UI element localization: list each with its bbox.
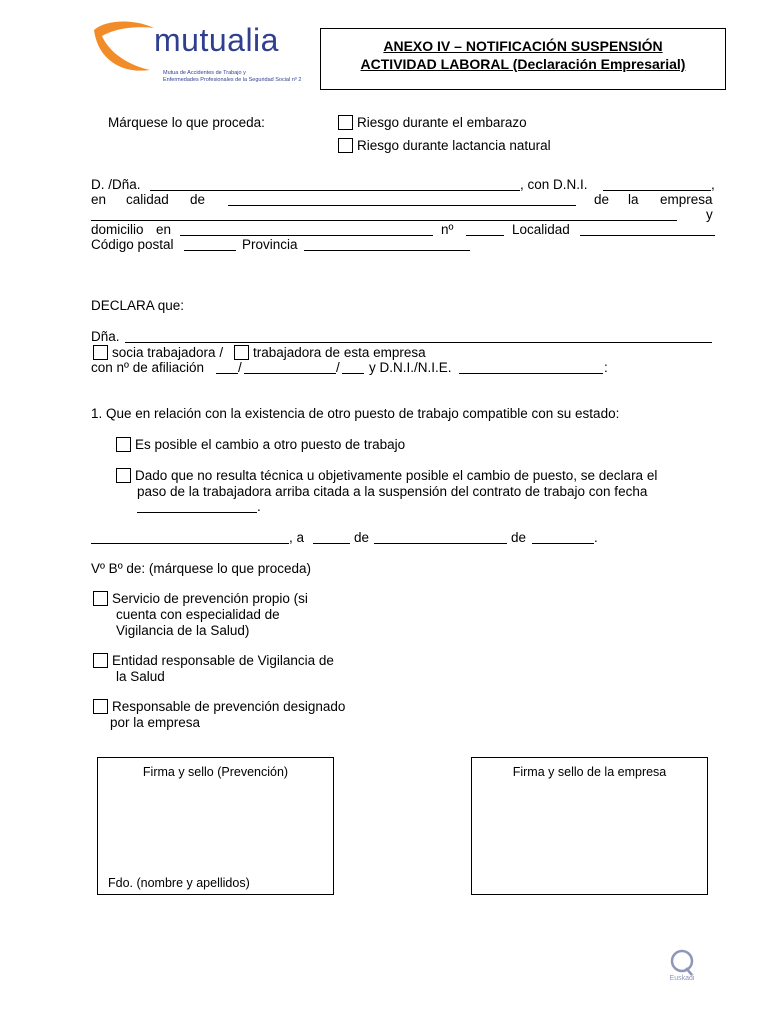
vobo-heading: Vº Bº de: (márquese lo que proceda) bbox=[91, 561, 311, 576]
declara-heading: DECLARA que: bbox=[91, 298, 185, 313]
label-localidad: Localidad bbox=[512, 222, 570, 237]
label-codigo-postal: Código postal bbox=[91, 237, 174, 252]
checkbox-responsable-designado[interactable] bbox=[93, 699, 108, 714]
checkbox-embarazo[interactable] bbox=[338, 115, 353, 130]
field-name[interactable] bbox=[150, 190, 520, 191]
select-label: Márquese lo que proceda: bbox=[108, 115, 265, 130]
label-de-month: de bbox=[354, 530, 370, 545]
label-provincia: Provincia bbox=[242, 237, 298, 252]
label-dni-nie: y D.N.I./N.I.E. bbox=[369, 360, 452, 375]
option-responsable-designado-1: Responsable de prevención designado bbox=[112, 699, 346, 714]
label-empresa: empresa bbox=[660, 192, 713, 207]
signature-box-empresa[interactable] bbox=[471, 757, 708, 895]
field-dni-nie[interactable] bbox=[459, 373, 603, 374]
label-dna-2: Dña. bbox=[91, 329, 120, 344]
label-calidad: calidad bbox=[126, 192, 169, 207]
option-suspension-line-2: paso de la trabajadora arriba citada a la suspensión del contrato de trabajo con fecha bbox=[137, 484, 648, 499]
label-trabajadora: trabajadora de esta empresa bbox=[253, 345, 426, 360]
checkbox-cambio-posible[interactable] bbox=[116, 437, 131, 452]
field-year[interactable] bbox=[532, 543, 594, 544]
label-de-2: de bbox=[594, 192, 610, 207]
label-de: de bbox=[190, 192, 206, 207]
option-suspension-line-1: Dado que no resulta técnica u objetivamente posible el cambio de puesto, se declara el bbox=[135, 468, 658, 483]
label-y: y bbox=[706, 207, 713, 222]
label-socia: socia trabajadora / bbox=[112, 345, 224, 360]
signature-box-prevencion[interactable] bbox=[97, 757, 334, 895]
field-empresa[interactable] bbox=[91, 220, 677, 221]
field-day[interactable] bbox=[313, 543, 350, 544]
checkbox-entidad-responsable[interactable] bbox=[93, 653, 108, 668]
checkbox-lactancia[interactable] bbox=[338, 138, 353, 153]
field-worker-name[interactable] bbox=[125, 342, 712, 343]
euskadi-label: Euskadi bbox=[669, 975, 695, 982]
checkbox-socia[interactable] bbox=[93, 345, 108, 360]
checkbox-servicio-propio[interactable] bbox=[93, 591, 108, 606]
title-line-1: ANEXO IV – NOTIFICACIÓN SUSPENSIÓN bbox=[383, 38, 663, 54]
logo-wordmark: mutualia bbox=[154, 22, 279, 58]
option-embarazo: Riesgo durante el embarazo bbox=[357, 115, 527, 130]
label-en: en bbox=[91, 192, 107, 207]
option-entidad-responsable-2: la Salud bbox=[116, 669, 165, 684]
field-afiliacion-1[interactable] bbox=[216, 373, 238, 374]
label-la: la bbox=[628, 192, 639, 207]
logo-tagline-2: Enfermedades Profesionales de la Seguridad Social nº 2 bbox=[163, 77, 302, 83]
afiliacion-sep-1: / bbox=[238, 360, 242, 375]
field-fecha-suspension[interactable] bbox=[137, 512, 257, 513]
field-provincia[interactable] bbox=[304, 250, 470, 251]
date-dot: . bbox=[594, 530, 598, 545]
field-numero[interactable] bbox=[466, 235, 504, 236]
field-dni[interactable] bbox=[603, 190, 711, 191]
label-dna: D. /Dña. bbox=[91, 177, 141, 192]
title-line-2: ACTIVIDAD LABORAL (Declaración Empresarial) bbox=[360, 56, 686, 72]
field-calidad[interactable] bbox=[228, 205, 576, 206]
checkbox-suspension[interactable] bbox=[116, 468, 131, 483]
label-a: , a bbox=[289, 530, 305, 545]
title-box bbox=[320, 28, 726, 90]
comma: , bbox=[711, 177, 715, 192]
fecha-dot: . bbox=[257, 499, 261, 514]
mutualia-logo bbox=[88, 18, 318, 86]
euskadi-logo-icon bbox=[660, 948, 704, 978]
logo-tagline-1: Mutua de Accidentes de Trabajo y bbox=[163, 70, 246, 76]
option-servicio-propio-1: Servicio de prevención propio (si bbox=[112, 591, 308, 606]
label-con-dni: , con D.N.I. bbox=[520, 177, 588, 192]
option-servicio-propio-3: Vigilancia de la Salud) bbox=[116, 623, 250, 638]
label-domicilio: domicilio bbox=[91, 222, 144, 237]
option-lactancia: Riesgo durante lactancia natural bbox=[357, 138, 551, 153]
point-1-heading: 1. Que en relación con la existencia de otro puesto de trabajo compatible con su estado: bbox=[91, 406, 620, 421]
option-servicio-propio-2: cuenta con especialidad de bbox=[116, 607, 280, 622]
option-responsable-designado-2: por la empresa bbox=[110, 715, 201, 730]
field-afiliacion-3[interactable] bbox=[342, 373, 364, 374]
checkbox-trabajadora[interactable] bbox=[234, 345, 249, 360]
field-domicilio[interactable] bbox=[180, 235, 433, 236]
option-entidad-responsable-1: Entidad responsable de Vigilancia de bbox=[112, 653, 334, 668]
label-de-year: de bbox=[511, 530, 527, 545]
option-cambio-posible: Es posible el cambio a otro puesto de trabajo bbox=[135, 437, 406, 452]
field-afiliacion-2[interactable] bbox=[244, 373, 336, 374]
afiliacion-sep-2: / bbox=[336, 360, 340, 375]
mutualia-swoosh-icon bbox=[88, 20, 158, 78]
field-localidad[interactable] bbox=[580, 235, 715, 236]
label-numero: nº bbox=[441, 222, 454, 237]
signature-prevencion-label: Firma y sello (Prevención) bbox=[142, 765, 289, 779]
signature-empresa-label: Firma y sello de la empresa bbox=[512, 765, 667, 779]
field-codigo-postal[interactable] bbox=[184, 250, 236, 251]
field-place[interactable] bbox=[91, 543, 289, 544]
euskadi-emblem bbox=[660, 948, 704, 992]
signature-fdo-label: Fdo. (nombre y apellidos) bbox=[108, 876, 250, 890]
colon: : bbox=[604, 360, 608, 375]
field-month[interactable] bbox=[374, 543, 507, 544]
label-afiliacion: con nº de afiliación bbox=[91, 360, 205, 375]
label-en-2: en bbox=[156, 222, 172, 237]
